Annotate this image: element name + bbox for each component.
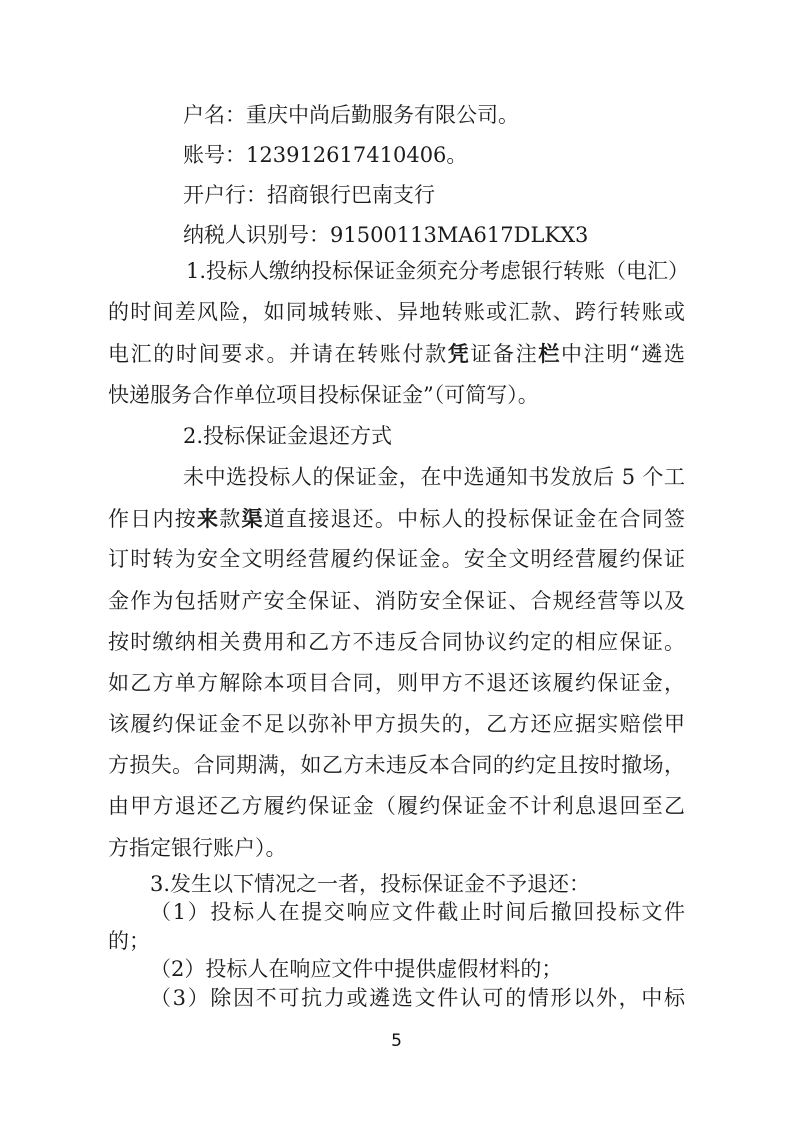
clause2-line-2-bold1: 来 <box>196 506 220 532</box>
clause1-line-3-seg3: 中注明“遴选 <box>561 342 686 367</box>
clause3-item3-line-1: （3）除因不可抗力或遴选文件认可的情形以外，中标 <box>150 985 685 1010</box>
clause1-line-3-seg2: 证备注 <box>470 342 539 367</box>
clause2-line-10: 方指定银行账户）。 <box>108 835 287 860</box>
clause1-line-3 <box>108 333 685 374</box>
account-name-line: 户名：重庆中尚后勤服务有限公司。 <box>183 103 519 127</box>
clause2-line-6: 如乙方单方解除本项目合同，则甲方不退还该履约保证金， <box>108 670 685 695</box>
bank-info-block <box>108 95 685 255</box>
clause2-line-8: 方损失。合同期满，如乙方未违反本合同的约定且按时撤场， <box>108 753 685 778</box>
clause3-heading: 3.发生以下情况之一者，投标保证金不予退还： <box>150 872 591 896</box>
clause1-line-4: 快递服务合作单位项目投标保证金”（可简写）。 <box>108 382 539 407</box>
clause1-line-3-seg1: 电汇的时间要求。并请在转账付款 <box>108 342 448 367</box>
page-number: 5 <box>391 1031 402 1051</box>
clause2-line-2 <box>108 498 685 539</box>
clause2-line-2-seg3: 道直接退还。中标人的投标保证金在合同签 <box>263 507 686 532</box>
clause2-line-2-bold2: 渠 <box>241 506 264 532</box>
clause2-line-3: 订时转为安全文明经营履约保证金。安全文明经营履约保证 <box>108 547 685 572</box>
clause2-line-1: 未中选投标人的保证金，在中选通知书发放后 5 个工 <box>183 464 685 489</box>
clause2-line-9: 由甲方退还乙方履约保证金（履约保证金不计利息退回至乙 <box>108 794 685 819</box>
clause2-line-2-seg1: 作日内按 <box>108 507 197 532</box>
clause2-line-2-seg2: 款 <box>219 507 242 532</box>
clause1-line-1: 1.投标人缴纳投标保证金须充分考虑银行转账（电汇） <box>186 259 690 283</box>
clause1-line-2: 的时间差风险，如同城转账、异地转账或汇款、跨行转账或 <box>108 300 685 325</box>
clause3-block <box>108 870 685 1012</box>
clause2-heading: 2.投标保证金退还方式 <box>183 423 393 448</box>
clause1-line-3-bold2: 栏 <box>538 341 562 367</box>
clause1-line-3-bold1: 凭 <box>447 341 471 367</box>
tax-id-line: 纳税人识别号：91500113MA617DLKX3 <box>183 223 589 247</box>
clause2-line-5: 按时缴纳相关费用和乙方不违反合同协议约定的相应保证。 <box>108 629 685 654</box>
clause3-item2-line: （2）投标人在响应文件中提供虚假材料的； <box>150 957 563 982</box>
bank-branch-line: 开户行：招商银行巴南支行 <box>183 183 435 207</box>
account-number-line: 账号：123912617410406。 <box>183 143 468 167</box>
clause2-line-4: 金作为包括财产安全保证、消防安全保证、合规经营等以及 <box>108 588 685 613</box>
clause2-line-7: 该履约保证金不足以弥补甲方损失的，乙方还应据实赔偿甲 <box>108 712 685 737</box>
clauses-block <box>108 251 690 869</box>
clause3-item1-line-1: （1）投标人在提交响应文件截止时间后撤回投标文件 <box>150 900 685 925</box>
clause3-item1-line-2: 的； <box>108 928 150 953</box>
